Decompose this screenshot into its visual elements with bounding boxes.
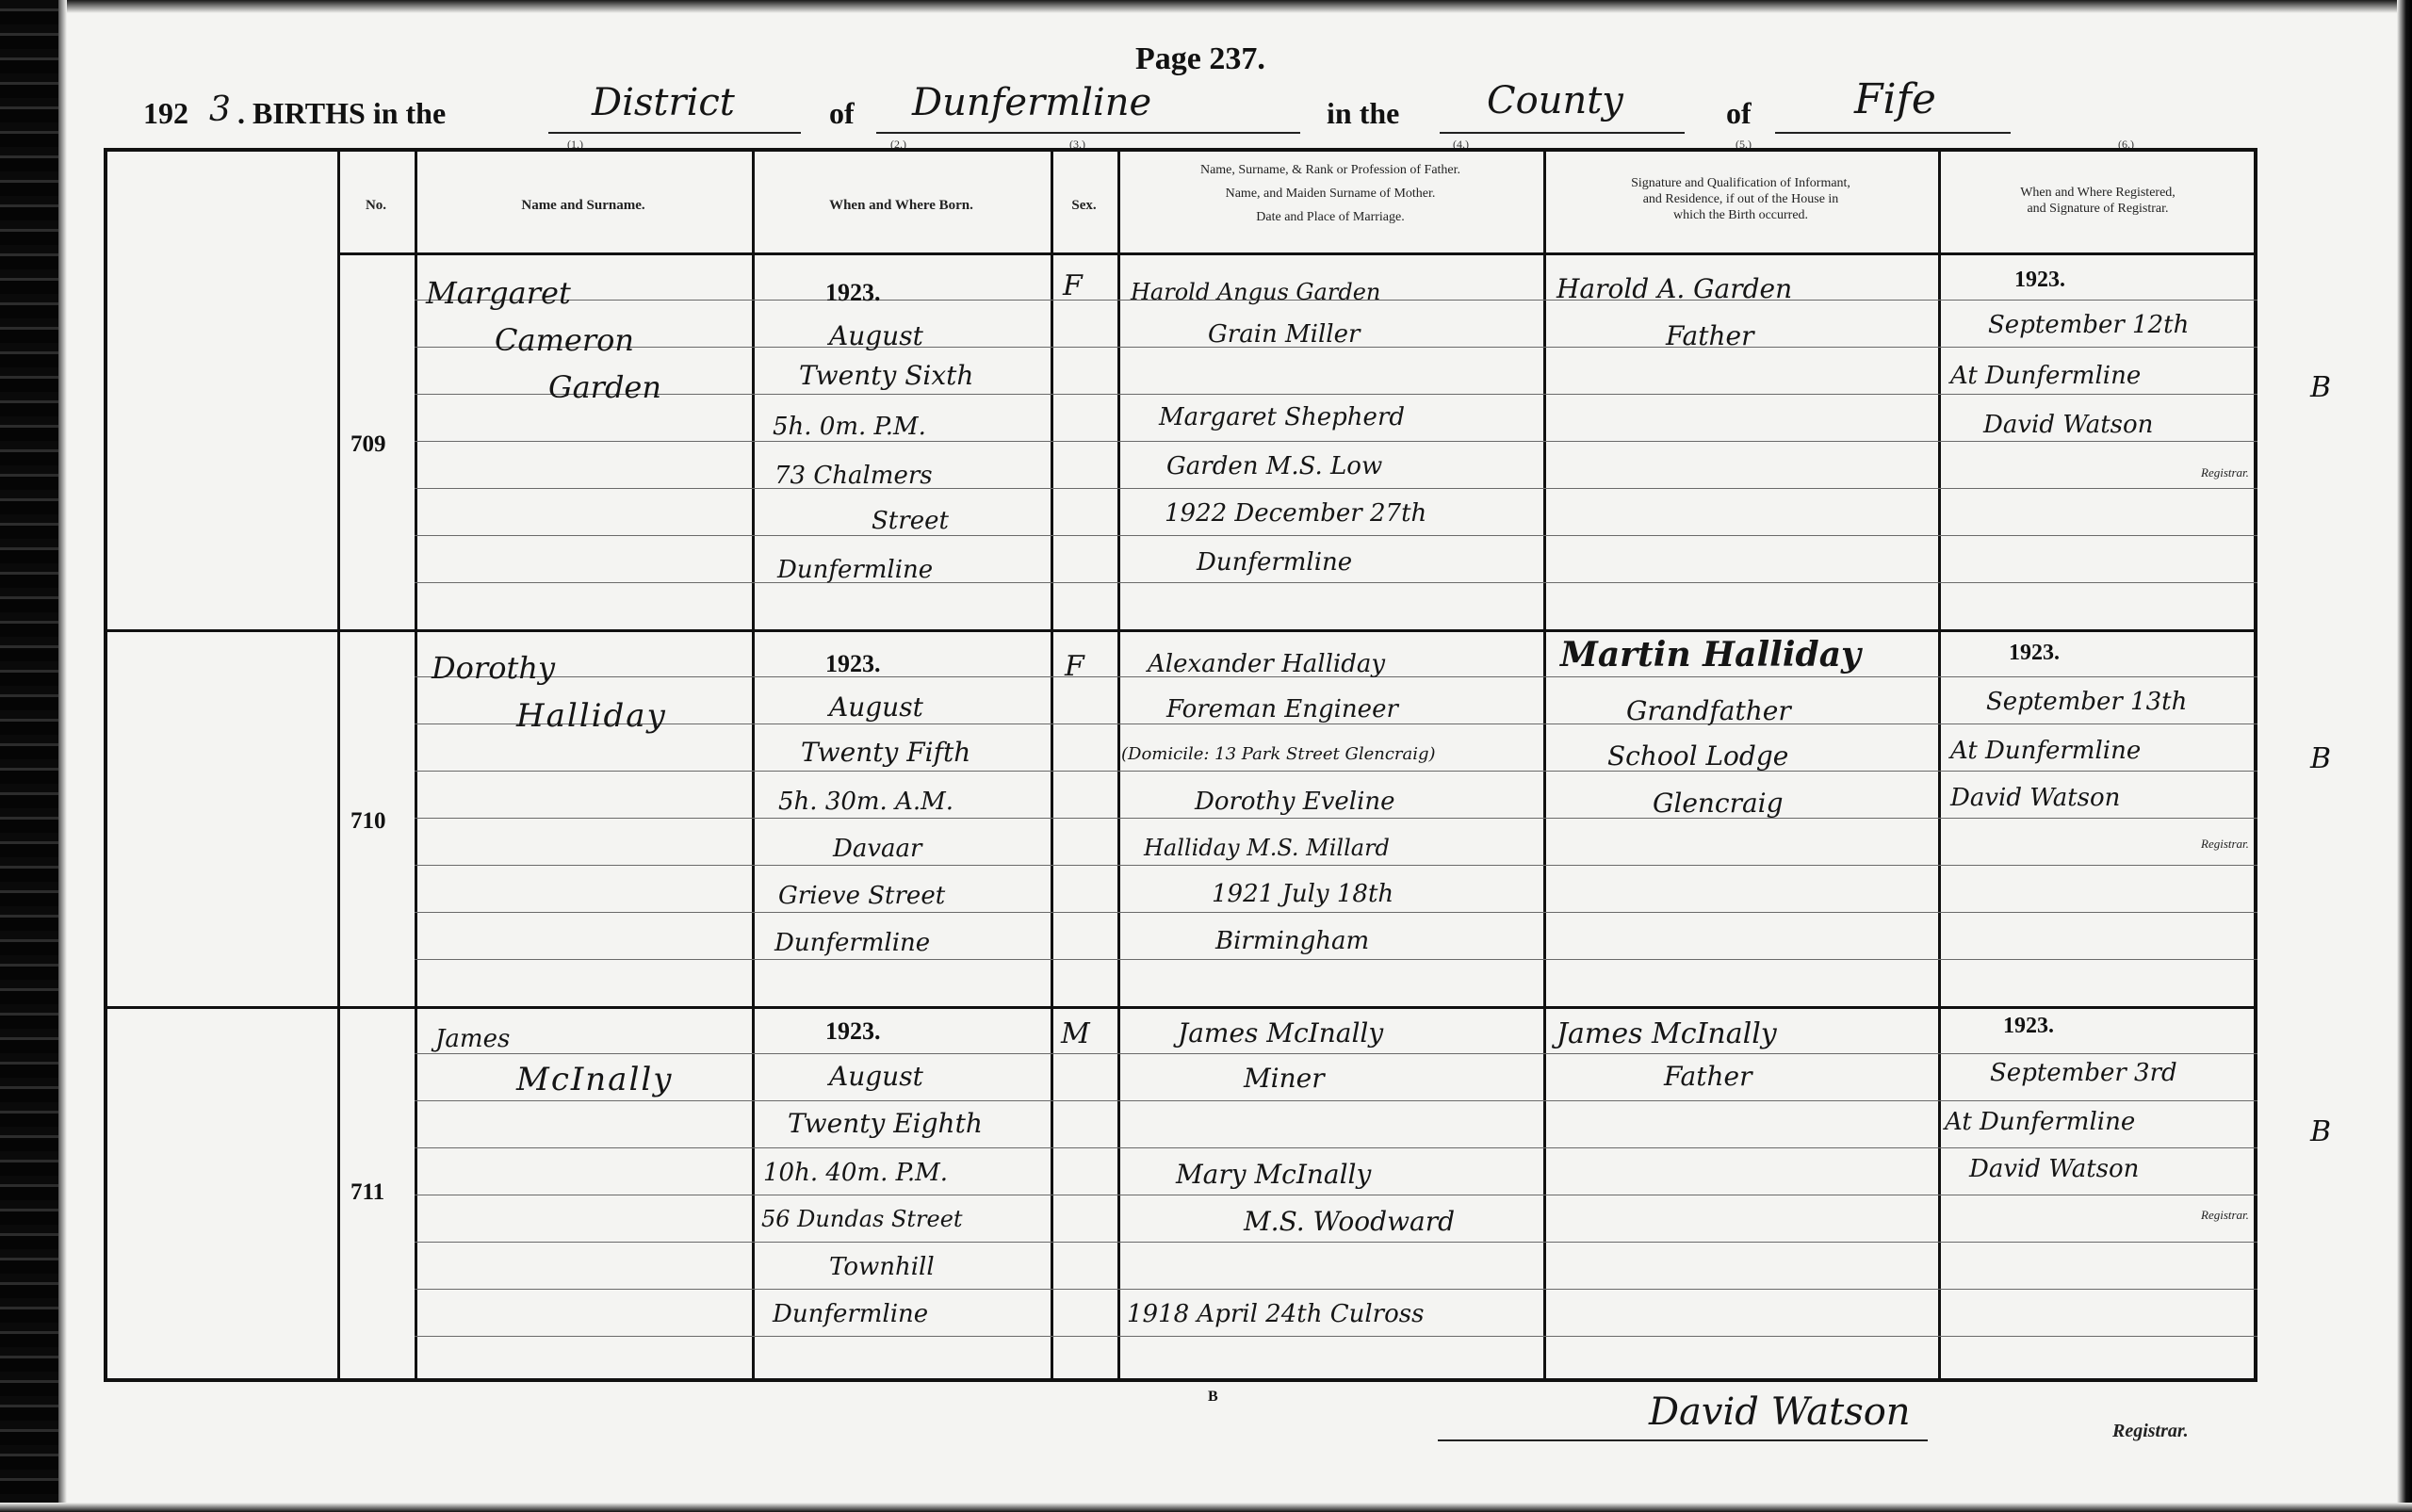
footer-registrar-label: Registrar. (2112, 1421, 2189, 1441)
born-address-2: Grieve Street (778, 882, 946, 910)
registered-date: September 3rd (1990, 1059, 2177, 1087)
marriage-date: 1921 July 18th (1212, 880, 1394, 908)
ruled-line (415, 1100, 2257, 1101)
mother-maiden-name: Garden M.S. Low (1166, 452, 1383, 480)
born-month: August (829, 320, 923, 351)
heading-in-the: in the (1327, 96, 1400, 130)
ruled-line (415, 535, 2257, 536)
registrar-signature: David Watson (1950, 784, 2121, 812)
child-name-line-3: Garden (548, 369, 661, 405)
footer-letter: B (1208, 1389, 1218, 1405)
ruled-line (415, 912, 2257, 913)
heading-year-last: 3 (209, 90, 231, 129)
footer-signature: David Watson (1649, 1390, 1911, 1434)
father-occupation: Grain Miller (1208, 320, 1361, 349)
father-occupation: Miner (1244, 1063, 1325, 1094)
mother-name: Dorothy Eveline (1195, 788, 1395, 816)
registered-year: 1923. (2003, 1014, 2054, 1038)
born-place: Dunfermline (777, 556, 934, 584)
entry-number: 711 (350, 1179, 385, 1205)
father-occupation: Foreman Engineer (1166, 695, 1398, 723)
child-name-line-2: Cameron (495, 322, 635, 358)
registrar-label: Registrar. (2201, 465, 2249, 480)
child-name-line-2: Halliday (516, 697, 667, 735)
ruled-line (415, 723, 2257, 724)
register-table (104, 148, 2257, 1382)
col-header-informant-line-3: which the Birth occurred. (1672, 208, 1809, 222)
marriage-date-place: 1918 April 24th Culross (1127, 1300, 1425, 1328)
ruled-line (415, 771, 2257, 772)
col-marker-2: (2.) (890, 138, 906, 151)
sex: F (1063, 269, 1083, 302)
mother-name: Mary McInally (1176, 1159, 1372, 1190)
entry-number: 710 (350, 808, 386, 834)
ruled-line (415, 441, 2257, 442)
father-name: Harold Angus Garden (1131, 279, 1381, 305)
ruled-line (415, 1242, 2257, 1243)
col-header-registered (1938, 185, 2257, 217)
ruled-line (415, 865, 2257, 866)
heading-year: 192 (143, 96, 188, 130)
registrar-label: Registrar. (2201, 1208, 2249, 1222)
child-name-line-1: James (435, 1025, 511, 1053)
col-marker-4: (4.) (1453, 138, 1469, 151)
ruled-line (415, 1053, 2257, 1054)
registered-place: At Dunfermline (1950, 737, 2142, 765)
col-marker-6: (6.) (2118, 138, 2134, 151)
col-header-informant-line-1: Signature and Qualification of Informant, (1631, 176, 1850, 190)
col-header-parents-line-2: Name, and Maiden Surname of Mother. (1225, 187, 1436, 201)
born-year: 1923. (825, 1017, 881, 1045)
born-place: Dunfermline (773, 1300, 929, 1328)
page-number: Page 237. (1135, 41, 1265, 76)
registrar-signature: David Watson (1983, 411, 2154, 439)
col-header-born: When and Where Born. (829, 198, 973, 213)
scan-edge-left (0, 0, 58, 1512)
margin-mark: B (2310, 1115, 2332, 1148)
heading-of-2: of (1726, 96, 1752, 130)
col-header-sex: Sex. (1071, 198, 1097, 213)
registered-place: At Dunfermline (1945, 1108, 2136, 1136)
registrar-signature: David Watson (1969, 1155, 2140, 1183)
registered-place: At Dunfermline (1950, 362, 2142, 390)
mother-maiden-name: M.S. Woodward (1244, 1206, 1456, 1237)
scan-edge-top (0, 0, 2412, 13)
registered-date: September 12th (1988, 311, 2190, 339)
born-year: 1923. (825, 279, 881, 306)
informant-qualification: Father (1664, 1061, 1752, 1092)
informant-qualification: Father (1666, 320, 1754, 351)
ruled-line (415, 1147, 2257, 1148)
sex: F (1065, 650, 1084, 683)
margin-mark: B (2310, 371, 2332, 404)
child-name-line-2: McInally (516, 1061, 674, 1098)
born-place: Dunfermline (774, 929, 931, 957)
col-header-name: Name and Surname. (521, 198, 645, 213)
born-day: Twenty Sixth (799, 360, 974, 391)
informant-signature: Martin Halliday (1560, 635, 1861, 675)
born-day: Twenty Eighth (788, 1108, 983, 1139)
col-header-registered-line-1: When and Where Registered, (2020, 186, 2176, 200)
col-header-informant (1543, 175, 1938, 223)
col-header-parents-line-3: Date and Place of Marriage. (1256, 210, 1405, 224)
col-marker-3: (3.) (1069, 138, 1085, 151)
born-address-2: Street (872, 507, 949, 535)
father-domicile: (Domicile: 13 Park Street Glencraig) (1121, 744, 1436, 764)
marriage-date: 1922 December 27th (1165, 499, 1427, 528)
father-name: James McInally (1178, 1017, 1384, 1049)
heading-births-label: . BIRTHS in the (237, 96, 447, 130)
col-header-parents (1117, 162, 1543, 225)
col-header-informant-line-2: and Residence, if out of the House in (1642, 192, 1839, 206)
born-time: 5h. 0m. P.M. (773, 413, 926, 441)
father-name: Alexander Halliday (1148, 650, 1386, 678)
born-month: August (829, 691, 923, 723)
marriage-place: Birmingham (1215, 927, 1370, 955)
mother-maiden-name: Halliday M.S. Millard (1144, 835, 1390, 861)
informant-residence-1: School Lodge (1607, 740, 1789, 772)
born-day: Twenty Fifth (801, 737, 971, 768)
col-header-registered-line-2: and Signature of Registrar. (2027, 202, 2169, 216)
heading-of-1: of (829, 96, 855, 130)
scan-edge-right (2397, 0, 2412, 1512)
registrar-label: Registrar. (2201, 837, 2249, 851)
informant-residence-2: Glencraig (1653, 788, 1784, 819)
ruled-line (415, 818, 2257, 819)
born-year: 1923. (825, 650, 881, 677)
informant-signature: Harold A. Garden (1556, 273, 1793, 304)
col-header-parents-line-1: Name, Surname, & Rank or Profession of Father. (1199, 163, 1461, 177)
marriage-place: Dunfermline (1197, 548, 1353, 577)
heading-county-name: Fife (1854, 75, 1936, 123)
born-address-1: 73 Chalmers (774, 462, 933, 490)
mother-name: Margaret Shepherd (1159, 403, 1406, 431)
born-address-1: Davaar (833, 835, 922, 863)
ruled-line (415, 582, 2257, 583)
ruled-line (415, 488, 2257, 489)
entry-number: 709 (350, 431, 386, 457)
ruled-line (415, 1289, 2257, 1290)
heading-county-type: County (1487, 79, 1623, 122)
informant-qualification: Grandfather (1626, 695, 1791, 726)
registered-year: 1923. (2014, 268, 2065, 292)
child-name-line-1: Margaret (426, 275, 571, 311)
born-address-2: Townhill (829, 1253, 935, 1281)
heading-district-name: Dunfermline (912, 81, 1152, 124)
informant-signature: James McInally (1556, 1017, 1777, 1050)
heading-district-type: District (592, 81, 735, 124)
margin-mark: B (2310, 742, 2332, 775)
born-time: 10h. 40m. P.M. (763, 1159, 949, 1187)
sex: M (1061, 1017, 1090, 1050)
child-name-line-1: Dorothy (432, 650, 556, 686)
registered-date: September 13th (1986, 688, 2188, 716)
col-marker-1: (1.) (567, 138, 583, 151)
ruled-line (415, 394, 2257, 395)
scan-edge-bottom (0, 1503, 2412, 1512)
born-address-1: 56 Dundas Street (761, 1206, 963, 1232)
born-month: August (829, 1061, 923, 1092)
col-header-no: No. (365, 198, 387, 213)
col-marker-5: (5.) (1736, 138, 1752, 151)
ruled-line (415, 959, 2257, 960)
born-time: 5h. 30m. A.M. (778, 788, 954, 816)
registered-year: 1923. (2009, 641, 2060, 665)
ruled-line (415, 1336, 2257, 1337)
